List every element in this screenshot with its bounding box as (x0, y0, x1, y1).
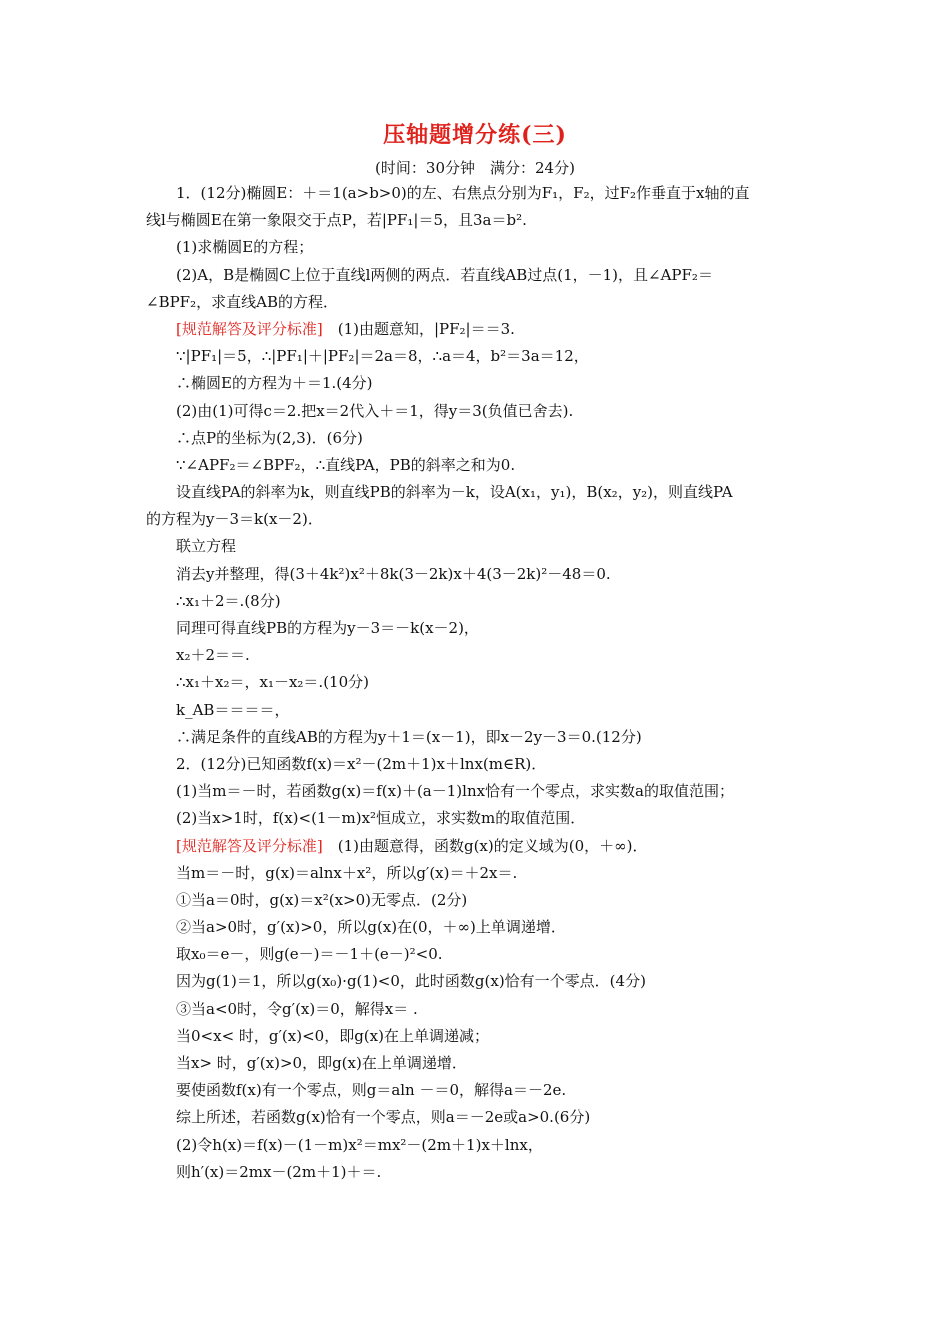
text-line (146, 1077, 814, 1104)
text-line (146, 914, 814, 941)
text-line (146, 941, 814, 968)
text-line (146, 860, 814, 887)
text-line (146, 207, 814, 234)
document-body (146, 180, 814, 1186)
line-text: (2)当x>1时，f(x)<(1－m)x²恒成立，求实数m的取值范围． (176, 809, 586, 828)
line-text: ∴x₁＋x₂＝，x₁－x₂＝.(10分) (176, 673, 369, 692)
text-line (146, 724, 814, 751)
text-line (146, 1050, 814, 1077)
text-line (146, 370, 814, 397)
text-line (146, 1104, 814, 1131)
line-text: (1)当m＝－时，若函数g(x)＝f(x)＋(a－1)lnx恰有一个零点，求实数a的取值范围； (176, 782, 735, 801)
text-line (146, 887, 814, 914)
line-text: 的方程为y－3＝k(x－2)． (146, 510, 323, 529)
solution-tag: [规范解答及评分标准] (176, 319, 323, 338)
line-text: ∴x₁＋2＝.(8分) (176, 591, 281, 610)
text-line (146, 778, 814, 805)
line-text: ①当a＝0时，g(x)＝x²(x>0)无零点．(2分) (176, 890, 468, 909)
document-title: 压轴题增分练(三) (383, 122, 567, 148)
line-text: 则h′(x)＝2mx－(2m＋1)＋＝. (176, 1162, 382, 1181)
text-line (146, 289, 814, 316)
text-line (146, 561, 814, 588)
line-text: ②当a>0时，g′(x)>0，所以g(x)在(0，＋∞)上单调递增． (176, 918, 566, 937)
line-text: 取x₀＝e－，则g(e－)＝－1＋(e－)²<0. (176, 945, 443, 964)
text-line (146, 234, 814, 261)
text-line (146, 262, 814, 289)
line-text: (2)由(1)可得c＝2.把x＝2代入＋＝1，得y＝3(负值已舍去). (176, 401, 574, 420)
text-line (146, 180, 814, 207)
line-text: ∴椭圆E的方程为＋＝1.(4分) (176, 374, 373, 393)
line-text: 同理可得直线PB的方程为y－3＝－k(x－2)， (176, 619, 479, 637)
text-line (146, 398, 814, 425)
line-text: 因为g(1)＝1，所以g(x₀)·g(1)<0，此时函数g(x)恰有一个零点．(4分) (176, 972, 646, 991)
text-line (146, 805, 814, 832)
text-line (146, 1159, 814, 1186)
text-line (146, 343, 814, 370)
text-line (146, 669, 814, 696)
line-text: 线l与椭圆E在第一象限交于点P，若|PF₁|＝5，且3a＝b². (146, 211, 527, 230)
line-text: ∴点P的坐标为(2,3)．(6分) (176, 428, 363, 447)
line-text: 消去y并整理，得(3＋4k²)x²＋8k(3－2k)x＋4(3－2k)²－48＝0. (176, 564, 611, 583)
line-text: ∵|PF₁|＝5，∴|PF₁|＋|PF₂|＝2a＝8，∴a＝4，b²＝3a＝12， (176, 347, 589, 366)
line-text: 当0<x< 时，g′(x)<0，即g(x)在上单调递减； (176, 1026, 489, 1045)
text-line (146, 968, 814, 995)
line-text: 当m＝－时，g(x)＝alnx＋x²，所以g′(x)＝＋2x＝. (176, 863, 518, 882)
text-line (146, 588, 814, 615)
text-line (146, 533, 814, 560)
text-line (146, 751, 814, 778)
text-line (146, 425, 814, 452)
line-text: (1)由题意得，函数g(x)的定义域为(0，＋∞)． (322, 836, 648, 855)
text-line (146, 506, 814, 533)
line-text: (2)令h(x)＝f(x)－(1－m)x²＝mx²－(2m＋1)x＋lnx， (176, 1135, 543, 1154)
line-text: ③当a<0时，令g′(x)＝0，解得x＝ . (176, 999, 418, 1018)
line-text: 1．(12分)椭圆E：＋＝1(a>b>0)的左、右焦点分别为F₁，F₂，过F₂作垂直于x轴的直 (176, 184, 750, 202)
line-text: 2．(12分)已知函数f(x)＝x²－(2m＋1)x＋lnx(m∈R)． (176, 754, 547, 773)
line-text: 当x> 时，g′(x)>0，即g(x)在上单调递增． (176, 1054, 467, 1072)
line-text: 综上所述，若函数g(x)恰有一个零点，则a＝－2e或a>0.(6分) (176, 1108, 591, 1127)
line-text: (2)A，B是椭圆C上位于直线l两侧的两点．若直线AB过点(1，－1)，且∠APF₂＝ (176, 265, 713, 284)
line-text: 联立方程 (176, 537, 237, 556)
line-text: (1)由题意知，|PF₂|＝＝3. (322, 319, 515, 338)
text-line (146, 996, 814, 1023)
line-text: ∠BPF₂，求直线AB的方程． (146, 292, 338, 311)
line-text: 设直线PA的斜率为k，则直线PB的斜率为－k，设A(x₁，y₁)，B(x₂，y₂)，则直线PA (176, 483, 733, 502)
text-line (146, 452, 814, 479)
line-text: x₂＋2＝＝. (176, 646, 250, 665)
line-text: ∴满足条件的直线AB的方程为y＋1＝(x－1)，即x－2y－3＝0.(12分) (176, 727, 642, 746)
document-subtitle: (时间：30分钟 满分：24分) (375, 159, 575, 177)
solution-tag: [规范解答及评分标准] (176, 836, 323, 855)
text-line (146, 316, 814, 343)
text-line (146, 1132, 814, 1159)
text-line (146, 697, 814, 724)
line-text: k_AB＝＝＝＝， (176, 700, 290, 719)
line-text: 要使函数f(x)有一个零点，则g＝aln －＝0，解得a＝－2e. (176, 1081, 567, 1100)
text-line (146, 479, 814, 506)
text-line (146, 615, 814, 642)
text-line (146, 642, 814, 669)
line-text: ∵∠APF₂＝∠BPF₂，∴直线PA，PB的斜率之和为0. (176, 455, 516, 474)
line-text: (1)求椭圆E的方程； (176, 238, 314, 257)
text-line (146, 833, 814, 860)
text-line (146, 1023, 814, 1050)
